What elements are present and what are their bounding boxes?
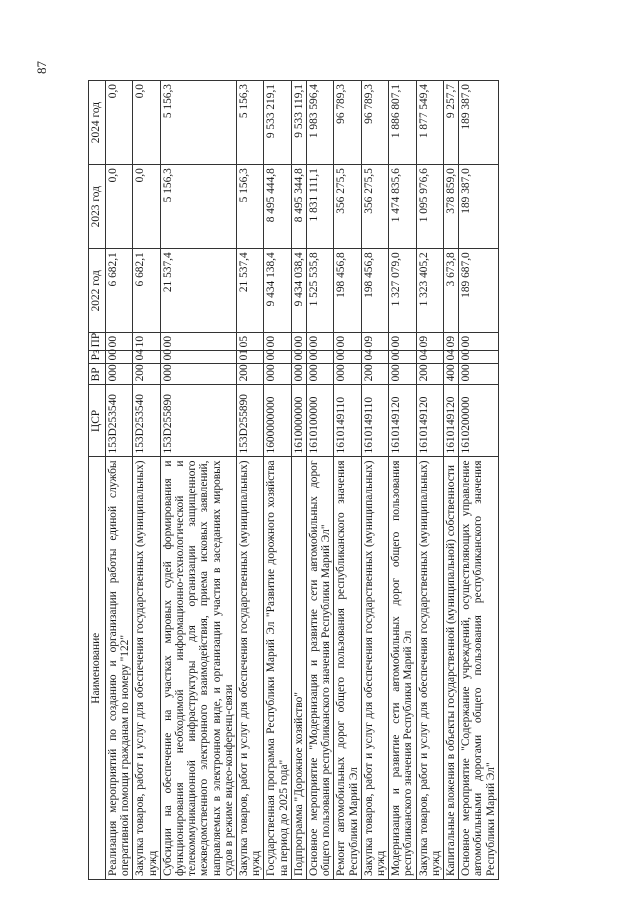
row-2023: 8 495 444,8 [264,165,291,249]
row-2022: 1 327 079,0 [389,249,416,333]
header-rz: Рз [89,351,106,364]
table-row [444,81,459,880]
row-csr: 1610149110 [334,385,361,457]
table-body [106,81,499,880]
row-2022: 21 537,4 [160,249,236,333]
row-2022: 198 456,8 [334,249,361,333]
row-name: Субсидии на обеспечение на участках мировых судей формирования и функционирования необходимой информационно-технологической и телекоммуникационной инфраструктуры для организации защищенного межведомственного электронного взаимодействия, приема исковых заявлений, направляемых в электронном виде, и организации участия в заседаниях мировых судов в режиме видео-конференц-связи [160,457,236,880]
row-vr: 000 [389,364,416,385]
row-pr: 00 [459,333,499,351]
row-csr: 1610000000 [291,385,306,457]
row-vr: 200 [237,364,264,385]
row-2024: 0,0 [133,81,160,165]
row-pr: 00 [334,333,361,351]
row-csr: 153D253540 [106,385,133,457]
row-2024: 96 789,3 [361,81,388,165]
row-name: Государственная программа Республики Марий Эл "Развитие дорожного хозяйства на период до 2025 года" [264,457,291,880]
row-2023: 1 474 835,6 [389,165,416,249]
row-vr: 200 [133,364,160,385]
row-csr: 153D255890 [160,385,236,457]
row-2022: 6 682,1 [133,249,160,333]
row-2023: 1 831 111,1 [307,165,334,249]
budget-table [88,80,499,880]
row-2022: 9 434 138,4 [264,249,291,333]
table-row [334,81,361,880]
row-vr: 000 [291,364,306,385]
row-rz: 00 [334,351,361,364]
table-row [361,81,388,880]
header-pr: ПР [89,333,106,351]
table-row [416,81,443,880]
row-pr: 00 [106,333,133,351]
row-2023: 189 387,0 [459,165,499,249]
row-csr: 1610200000 [459,385,499,457]
header-row [89,81,106,880]
row-name: Основное мероприятие "Модернизация и развитие сети автомобильных дорог общего пользования республиканского значения Республики Марий Эл" [307,457,334,880]
header-2024: 2024 год [89,81,106,165]
row-vr: 000 [160,364,236,385]
table-row [160,81,236,880]
row-name: Закупка товаров, работ и услуг для обеспечения государственных (муниципальных) нужд [133,457,160,880]
row-vr: 000 [264,364,291,385]
row-pr: 10 [133,333,160,351]
row-rz: 04 [361,351,388,364]
row-2023: 0,0 [133,165,160,249]
row-name: Подпрограмма "Дорожное хозяйство" [291,457,306,880]
row-vr: 200 [361,364,388,385]
row-pr: 09 [361,333,388,351]
row-2024: 1 886 807,1 [389,81,416,165]
row-rz: 00 [160,351,236,364]
header-csr: ЦСР [89,385,106,457]
row-vr: 000 [459,364,499,385]
row-2022: 21 537,4 [237,249,264,333]
row-2022: 6 682,1 [106,249,133,333]
row-csr: 153D253540 [133,385,160,457]
row-csr: 1610149120 [444,385,459,457]
row-2024: 9 257,7 [444,81,459,165]
header-vr: ВР [89,364,106,385]
row-vr: 000 [106,364,133,385]
row-name: Ремонт автомобильных дорог общего пользования республиканского значения Республики Марий Эл [334,457,361,880]
row-2023: 5 156,3 [237,165,264,249]
row-2023: 356 275,5 [334,165,361,249]
row-csr: 1610149120 [389,385,416,457]
row-2024: 1 877 549,4 [416,81,443,165]
table-row [459,81,499,880]
row-rz: 00 [264,351,291,364]
row-2022: 9 434 038,4 [291,249,306,333]
row-2023: 5 156,3 [160,165,236,249]
row-rz: 01 [237,351,264,364]
row-2024: 9 533 219,1 [264,81,291,165]
row-2023: 0,0 [106,165,133,249]
row-rz: 04 [416,351,443,364]
row-csr: 1600000000 [264,385,291,457]
row-csr: 1610149120 [416,385,443,457]
row-2022: 1 525 535,8 [307,249,334,333]
rotated-page [88,80,639,880]
row-2024: 5 156,3 [160,81,236,165]
row-2024: 0,0 [106,81,133,165]
table-row [133,81,160,880]
row-2022: 3 673,8 [444,249,459,333]
row-2022: 198 456,8 [361,249,388,333]
row-pr: 00 [307,333,334,351]
table-row [291,81,306,880]
row-name: Закупка товаров, работ и услуг для обеспечения государственных (муниципальных) нужд [361,457,388,880]
row-2024: 1 983 596,4 [307,81,334,165]
row-pr: 00 [160,333,236,351]
row-name: Капитальные вложения в объекты государственной (муниципальной) собственности [444,457,459,880]
row-name: Основное мероприятие "Содержание учреждений, осуществляющих управление автомобильными дорогами общего пользования республиканского значения Республики Марий Эл" [459,457,499,880]
table-row [264,81,291,880]
table-row [237,81,264,880]
row-vr: 200 [416,364,443,385]
row-rz: 04 [444,351,459,364]
header-name: Наименование [89,457,106,880]
row-rz: 00 [291,351,306,364]
row-vr: 000 [334,364,361,385]
row-csr: 153D255890 [237,385,264,457]
row-csr: 1610100000 [307,385,334,457]
row-2023: 8 495 344,8 [291,165,306,249]
row-rz: 00 [389,351,416,364]
row-name: Закупка товаров, работ и услуг для обеспечения государственных (муниципальных) нужд [416,457,443,880]
row-pr: 00 [389,333,416,351]
row-2022: 189 687,0 [459,249,499,333]
row-2024: 9 533 119,1 [291,81,306,165]
row-pr: 05 [237,333,264,351]
row-2022: 1 323 405,2 [416,249,443,333]
row-2024: 96 789,3 [334,81,361,165]
row-rz: 00 [307,351,334,364]
row-2023: 378 859,0 [444,165,459,249]
table-row [389,81,416,880]
table-row [106,81,133,880]
row-pr: 09 [444,333,459,351]
row-pr: 09 [416,333,443,351]
row-csr: 1610149110 [361,385,388,457]
row-vr: 400 [444,364,459,385]
row-pr: 00 [264,333,291,351]
row-rz: 04 [133,351,160,364]
row-name: Реализация мероприятий по созданию и организации работы единой службы оперативной помощи гражданам по номеру "122" [106,457,133,880]
row-pr: 00 [291,333,306,351]
row-2023: 1 095 976,6 [416,165,443,249]
row-name: Закупка товаров, работ и услуг для обеспечения государственных (муниципальных) нужд [237,457,264,880]
row-name: Модернизация и развитие сети автомобильных дорог общего пользования республиканского значения Республики Марий Эл [389,457,416,880]
row-2023: 356 275,5 [361,165,388,249]
row-rz: 00 [106,351,133,364]
row-2024: 189 387,0 [459,81,499,165]
row-2024: 5 156,3 [237,81,264,165]
page-number: 87 [34,61,49,74]
header-2022: 2022 год [89,249,106,333]
table-row [307,81,334,880]
header-2023: 2023 год [89,165,106,249]
row-vr: 000 [307,364,334,385]
row-rz: 00 [459,351,499,364]
